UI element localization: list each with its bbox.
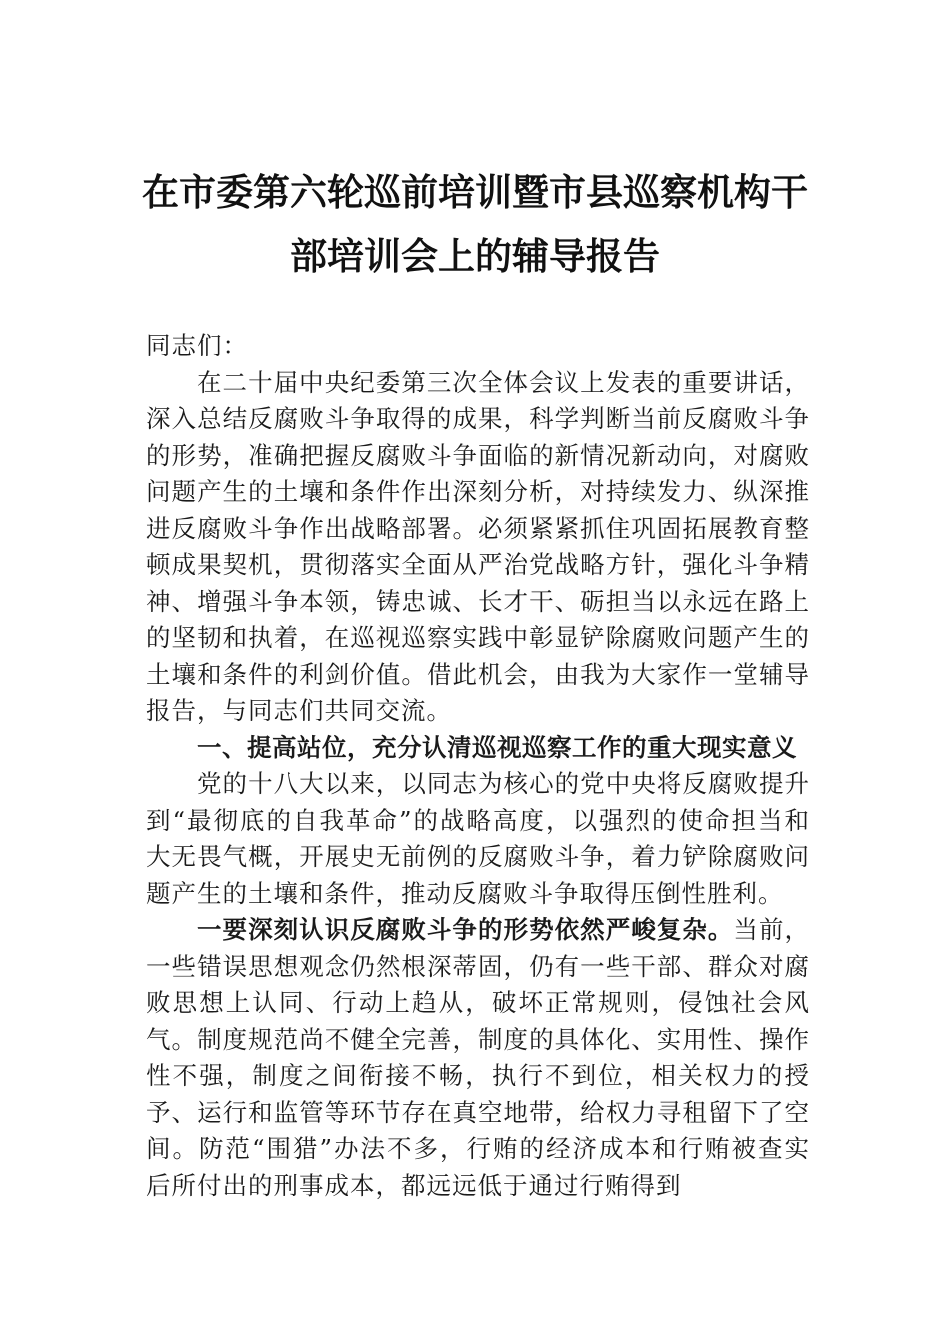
document-title xyxy=(110,160,840,288)
section-1-paragraph: 党的十八大以来，以同志为核心的党中央将反腐败提升到“最彻底的自我革命”的战略高度，以强烈的使命担当和大无畏气概，开展史无前例的反腐败斗争，着力铲除腐败问题产生的土壤和条件，推动反腐败斗争取得压倒性胜利。 xyxy=(146,769,810,908)
intro-paragraph: 在二十届中央纪委第三次全体会议上发表的重要讲话，深入总结反腐败斗争取得的成果，科学判断当前反腐败斗争的形势，准确把握反腐败斗争面临的新情况新动向，对腐败问题产生的土壤和条件作出深刻分析，对持续发力、纵深推进反腐败斗争作出战略部署。必须紧紧抓住巩固拓展教育整顿成果契机，贯彻落实全面从严治党战略方针，强化斗争精神、增强斗争本领，铸忠诚、长才干、砺担当以永远在路上的坚韧和执着，在巡视巡察实践中彰显铲除腐败问题产生的土壤和条件的利剑价值。借此机会，由我为大家作一堂辅导报告，与同志们共同交流。 xyxy=(146,367,810,725)
salutation: 同志们： xyxy=(146,331,248,360)
point-1-paragraph xyxy=(146,912,810,1204)
title-line-2: 部培训会上的辅导报告 xyxy=(290,234,660,278)
title-line-1: 在市委第六轮巡前培训暨市县巡察机构干 xyxy=(142,170,808,214)
section-1-heading: 一、提高站位，充分认清巡视巡察工作的重大现实意义 xyxy=(197,732,797,762)
point-1-lead: 一要深刻认识反腐败斗争的形势依然严峻复杂。 xyxy=(197,915,734,944)
point-1-text: 当前，一些错误思想观念仍然根深蒂固，仍有一些干部、群众对腐败思想上认同、行动上趋从，破坏正常规则，侵蚀社会风气。制度规范尚不健全完善，制度的具体化、实用性、操作性不强，制度之间衔接不畅，执行不到位，相关权力的授予、运行和监管等环节存在真空地带，给权力寻租留下了空间。防范“围猎”办法不多，行贿的经济成本和行贿被查实后所付出的刑事成本，都远远低于通过行贿得到 xyxy=(146,915,811,1200)
document-body xyxy=(146,328,810,1204)
